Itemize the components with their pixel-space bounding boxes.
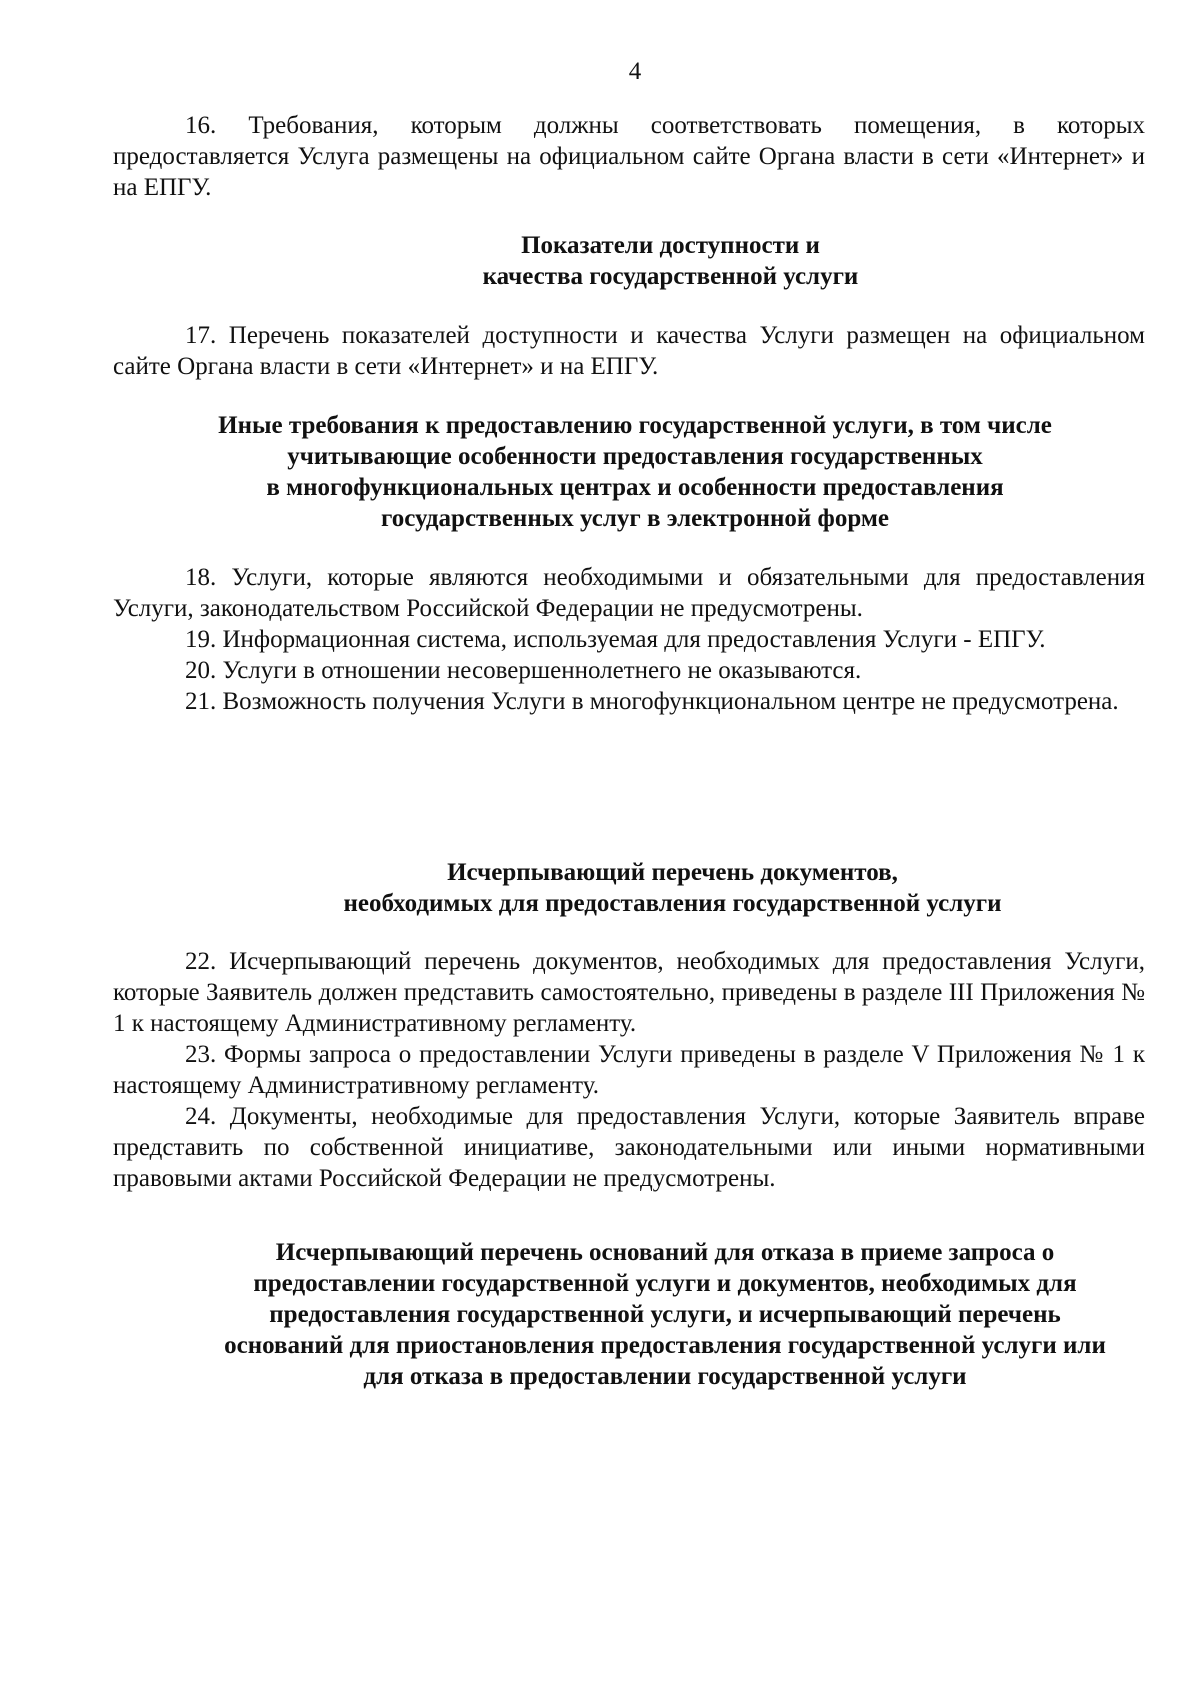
- paragraph-17: 17. Перечень показателей доступности и качества Услуги размещен на официальном сайте Органа власти в сети «Интернет» и на ЕПГУ.: [113, 322, 1145, 380]
- paragraph-24: 24. Документы, необходимые для предоставления Услуги, которые Заявитель вправе представить по собственной инициативе, законодательными или иными нормативными правовыми актами Российской Федерации не предусмотрены.: [113, 1103, 1145, 1192]
- heading-documents-list: [140, 857, 1200, 919]
- heading-line: для отказа в предоставлении государственной услуги: [363, 1363, 967, 1390]
- heading-line: качества государственной услуги: [482, 263, 859, 290]
- heading-refusal-grounds: [100, 1237, 1200, 1392]
- heading-line: государственных услуг в электронной форме: [380, 505, 889, 532]
- heading-other-requirements: [100, 410, 1170, 534]
- paragraph-16: 16. Требования, которым должны соответствовать помещения, в которых предоставляется Услуга размещены на официальном сайте Органа власти в сети «Интернет» и на ЕПГУ.: [113, 112, 1145, 201]
- paragraph-18: 18. Услуги, которые являются необходимыми и обязательными для предоставления Услуги, законодательством Российской Федерации не предусмотрены.: [113, 564, 1145, 622]
- paragraph-20: 20. Услуги в отношении несовершеннолетнего не оказываются.: [185, 657, 862, 684]
- paragraphs-22-24-block: [113, 946, 1145, 1194]
- heading-line: Исчерпывающий перечень оснований для отказа в приеме запроса о: [275, 1239, 1055, 1266]
- paragraphs-18-21-block: [113, 562, 1145, 717]
- heading-line: предоставления государственной услуги, и исчерпывающий перечень: [269, 1301, 1061, 1328]
- paragraph-22: 22. Исчерпывающий перечень документов, необходимых для предоставления Услуги, которые Заявитель должен представить самостоятельно, приведены в разделе III Приложения № 1 к настоящему Административному регламенту.: [113, 948, 1145, 1037]
- heading-line: необходимых для предоставления государственной услуги: [343, 890, 1002, 917]
- heading-accessibility-quality: [113, 230, 1200, 292]
- heading-line: оснований для приостановления предоставления государственной услуги или: [224, 1332, 1106, 1359]
- paragraph-23: 23. Формы запроса о предоставлении Услуги приведены в разделе V Приложения № 1 к настоящему Административному регламенту.: [113, 1041, 1145, 1099]
- heading-line: учитывающие особенности предоставления государственных: [287, 443, 983, 470]
- paragraph-21: 21. Возможность получения Услуги в многофункциональном центре не предусмотрена.: [185, 688, 1119, 715]
- page-number: 4: [628, 58, 642, 85]
- paragraph-17-block: [113, 320, 1145, 382]
- heading-line: Исчерпывающий перечень документов,: [447, 859, 898, 886]
- paragraph-16-block: [113, 110, 1145, 203]
- heading-line: в многофункциональных центрах и особенности предоставления: [266, 474, 1004, 501]
- heading-line: предоставлении государственной услуги и документов, необходимых для: [253, 1270, 1077, 1297]
- heading-line: Показатели доступности и: [521, 232, 820, 259]
- paragraph-19: 19. Информационная система, используемая для предоставления Услуги - ЕПГУ.: [185, 626, 1046, 653]
- heading-line: Иные требования к предоставлению государственной услуги, в том числе: [218, 412, 1052, 439]
